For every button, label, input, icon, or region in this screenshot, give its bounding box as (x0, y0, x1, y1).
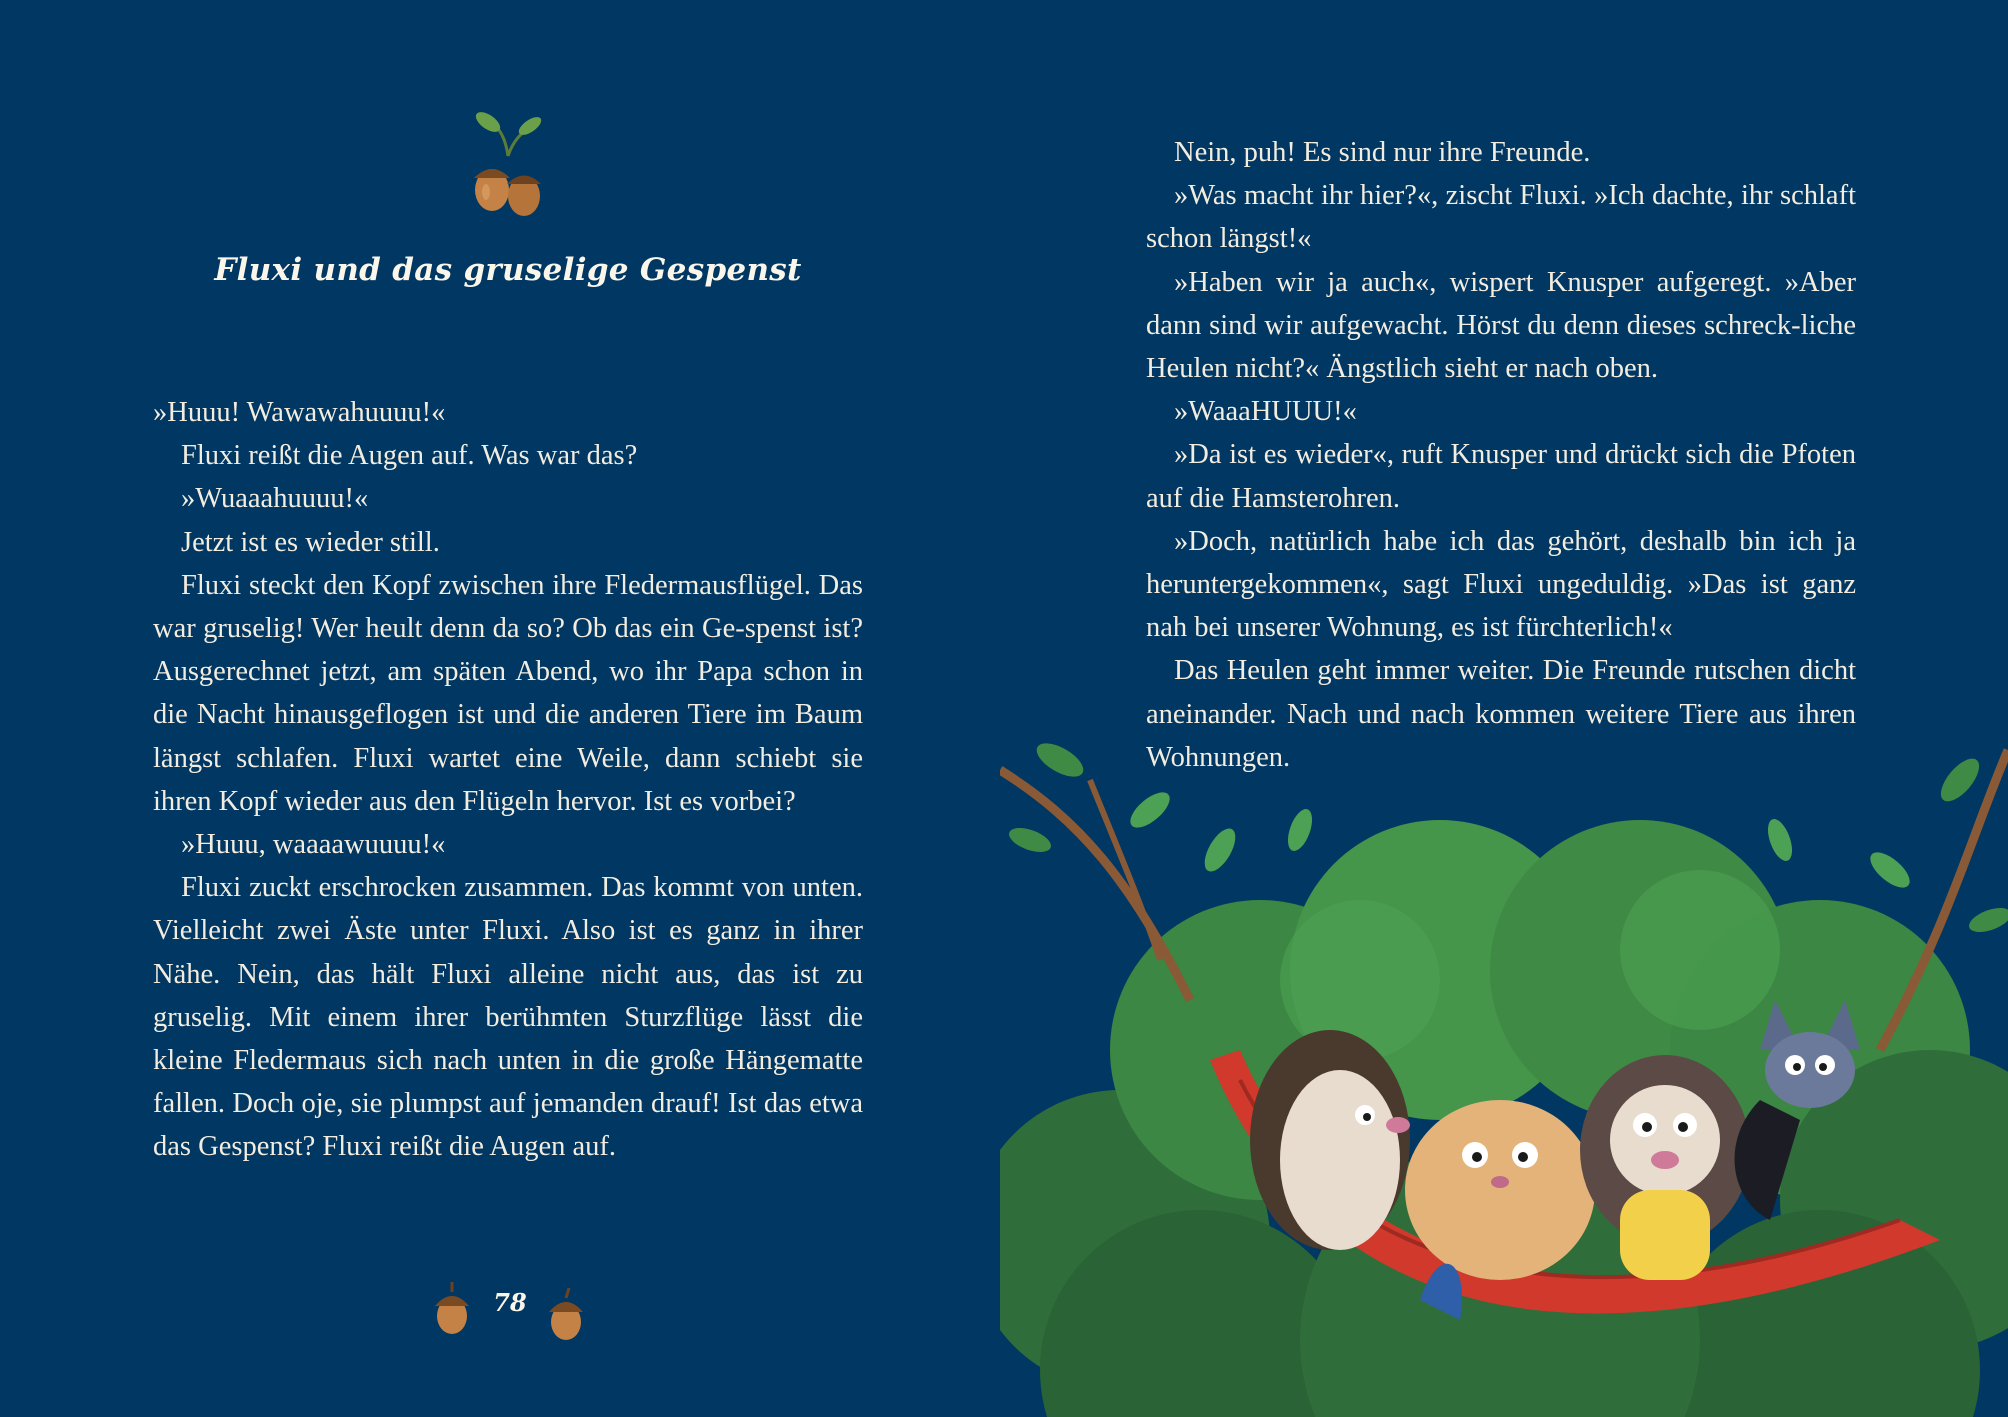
paragraph: »WaaaHUUU!« (1174, 396, 1357, 428)
paragraph: »Da ist es wieder«, ruft Knusper und drückt sich die Pfoten auf die Hamsterohren. (1146, 439, 1856, 514)
paragraph: »Was macht ihr hier?«, zischt Fluxi. »Ich dachte, ihr schlaft schon längst!« (1146, 180, 1856, 255)
paragraph: »Doch, natürlich habe ich das gehört, deshalb bin ich ja heruntergekommen«, sagt Fluxi ungeduldig. »Das ist ganz nah bei unserer Wohnung, es ist fürchterlich!« (1146, 525, 1856, 644)
paragraph: »Huuu! Wawawahuuuu!« (153, 397, 446, 428)
hammock-illustration (1000, 720, 2008, 1417)
page-number: 78 (493, 1288, 527, 1317)
page-footer (420, 1272, 600, 1342)
left-body-text (153, 391, 863, 1169)
acorn-icon (544, 1284, 588, 1344)
right-body-text (1146, 131, 1856, 779)
paragraph: Nein, puh! Es sind nur ihre Freunde. (1174, 137, 1591, 168)
hedgehog-character (1250, 1030, 1410, 1250)
paragraph: »Wuaaahuuuu!« (181, 483, 369, 515)
acorn-icon (430, 1278, 474, 1338)
paragraph: Das Heulen geht immer weiter. Die Freunde rutschen dicht aneinander. Nach und nach kommen weitere Tiere aus ihren Wohnungen. (1146, 655, 1856, 773)
paragraph: Fluxi reißt die Augen auf. Was war das? (181, 440, 638, 472)
acorn-ornament-icon (468, 104, 548, 224)
paragraph: Fluxi steckt den Kopf zwischen ihre Fledermausflügel. Das war gruselig! Wer heult denn da so? Ob das ein Ge-spenst ist? Ausgerechnet jetzt, am späten Abend, wo ihr Papa schon in die Nacht hinausgeflogen ist und die anderen Tiere im Baum längst schlafen. Fluxi wartet eine Weile, dann schiebt sie ihren Kopf wieder aus den Flügeln hervor. Ist es vorbei? (153, 569, 863, 817)
paragraph: Fluxi zuckt erschrocken zusammen. Das kommt von unten. Vielleicht zwei Äste unter Fluxi. Also ist es ganz in ihrer Nähe. Nein, das hält Fluxi alleine nicht aus, das ist zu gruselig. Mit einem ihrer berühmten Sturzflüge lässt die kleine Fledermaus sich nach unten in die große Hängematte fallen. Doch oje, sie plumpst auf jemanden drauf! Ist das etwa das Gespenst? Fluxi reißt die Augen auf. (153, 872, 863, 1163)
paragraph: »Huuu, waaaawuuuu!« (181, 829, 446, 861)
chapter-title: Fluxi und das gruselige Gespenst (214, 252, 802, 288)
paragraph: Jetzt ist es wieder still. (181, 526, 440, 558)
paragraph: »Haben wir ja auch«, wispert Knusper aufgeregt. »Aber dann sind wir aufgewacht. Hörst du denn dieses schreck-liche Heulen nicht?« Ängstlich sieht er nach oben. (1146, 266, 1856, 385)
